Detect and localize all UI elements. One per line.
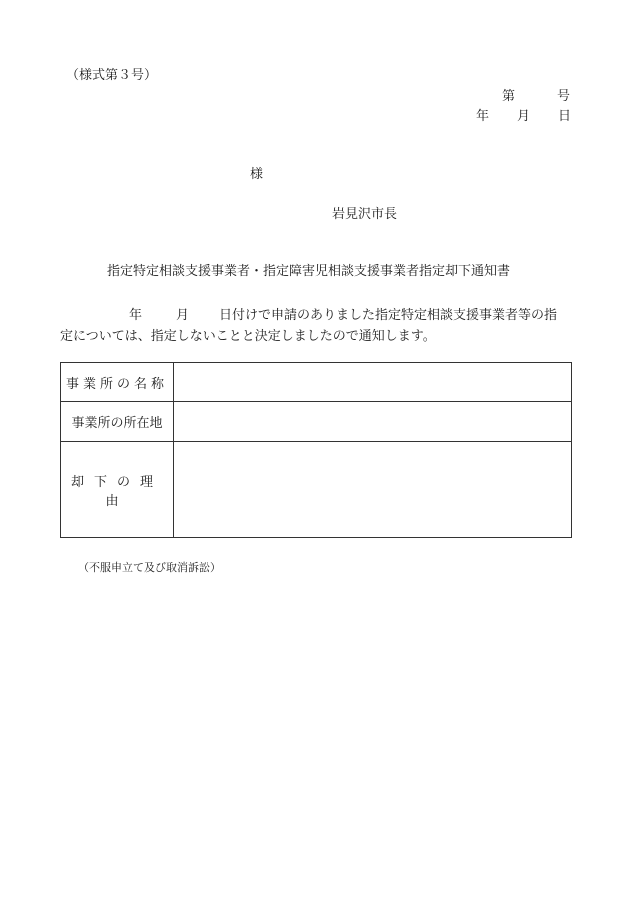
notice-body <box>60 305 572 347</box>
office-address-label: 事業所の所在地 <box>61 402 174 442</box>
date-month-label: 月 <box>517 109 531 124</box>
doc-number-suffix: 号 <box>557 89 571 104</box>
date-day-label: 日 <box>558 109 572 124</box>
document-title: 指定特定相談支援事業者・指定障害児相談支援事業者指定却下通知書 <box>107 264 511 279</box>
table-row <box>61 402 572 442</box>
notice-body-line-1 <box>60 305 572 326</box>
table-row <box>61 442 572 538</box>
table-row <box>61 363 572 402</box>
office-address-value <box>174 402 572 442</box>
body-month-label: 月 <box>176 308 190 323</box>
date-year-label: 年 <box>476 109 490 124</box>
form-number: （様式第３号） <box>66 68 158 83</box>
body-year-label: 年 <box>129 308 143 323</box>
addressee-honorific: 様 <box>250 167 264 182</box>
document-number <box>502 90 570 103</box>
rejection-reason-label: 却下の理由 <box>61 442 174 538</box>
details-table <box>60 362 572 538</box>
notice-body-line-2: 定については、指定しないことと決定しましたので通知します。 <box>60 329 436 344</box>
document-date <box>476 110 571 123</box>
body-line1-text: 日付けで申請のありました指定特定相談支援事業者等の指 <box>219 308 558 323</box>
rejection-reason-value <box>174 442 572 538</box>
footnote-appeal: （不服申立て及び取消訴訟） <box>78 561 221 574</box>
doc-number-prefix: 第 <box>502 89 516 104</box>
office-name-value <box>174 363 572 402</box>
sender-name: 岩見沢市長 <box>332 207 398 222</box>
office-name-label: 事業所の名称 <box>61 363 174 402</box>
